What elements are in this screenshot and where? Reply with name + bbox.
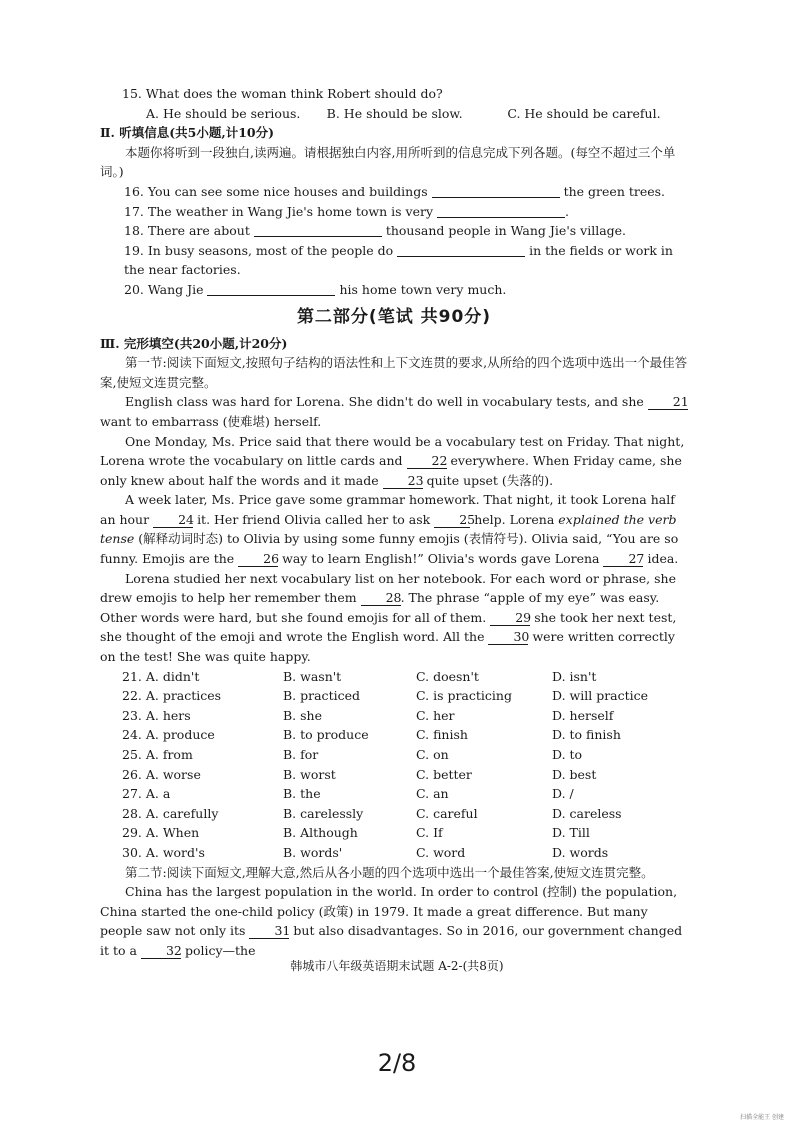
choice-24-d: D. to finish [552, 727, 621, 743]
choice-22-c: C. is practicing [416, 688, 512, 704]
q17-text-a: 17. The weather in Wang Jie's home town is very [124, 203, 434, 219]
choice-23-b: B. she [283, 707, 322, 723]
section-2-title: Ⅱ. 听填信息(共5小题,计10分) [100, 125, 275, 141]
q20-text-a: 20. Wang Jie [124, 281, 204, 297]
q19-text-a: 19. In busy seasons, most of the people do [124, 242, 394, 258]
choice-22-d: D. will practice [552, 688, 649, 704]
cloze-text: A week later, Ms. Price gave some grammar homework. That night, it took Lorena half an hour [100, 492, 675, 527]
cloze-blank-27: 27 [603, 551, 643, 567]
page-footer: 韩城市八年级英语期末试题 A-2-(共8页) [290, 959, 504, 973]
q17-blank [437, 203, 565, 218]
q16-blank [432, 183, 560, 198]
cloze-blank-31: 31 [249, 923, 289, 939]
choice-29-b: B. Although [283, 825, 358, 841]
cloze-text: One Monday, Ms. Price said that there would be a vocabulary test on Friday. That night, Lorena wrote the vocabulary on little cards and [100, 433, 685, 469]
question-19 [100, 241, 688, 280]
choice-24-b: B. to produce [283, 727, 369, 743]
cloze-paragraph-2 [100, 432, 688, 491]
question-15 [100, 84, 688, 104]
cloze-paragraph-4 [100, 569, 688, 667]
q15-stem: 15. What does the woman think Robert should do? [122, 86, 443, 101]
question-20 [100, 280, 688, 300]
choice-25-b: B. for [283, 747, 319, 762]
choice-21-b: B. wasn't [283, 668, 342, 684]
scanner-watermark: 扫描全能王 创建 [740, 1114, 784, 1121]
section-2-instructions: 本题你将听到一段独白,读两遍。请根据独白内容,用所听到的信息完成下列各题。(每空不超过三个单词。) [100, 144, 676, 180]
cloze-text: quite upset (失落的). [426, 472, 554, 488]
page-number: 2/8 [377, 1049, 417, 1077]
cloze-text: she took her next test, she thought of the emoji and wrote the English word. All the [100, 609, 677, 645]
choice-28-b: B. carelessly [283, 805, 364, 821]
choice-23-a: 23. A. hers [122, 707, 191, 723]
choice-29-d: D. Till [552, 825, 590, 841]
choice-29-c: C. If [416, 825, 443, 841]
q17-text-b: . [565, 203, 569, 219]
cloze-blank-26: 26 [238, 551, 278, 567]
choice-30-b: B. words' [283, 844, 343, 860]
page-content [100, 84, 688, 961]
cloze-text-italic: explained the verb tense [100, 511, 677, 547]
q20-blank [207, 281, 335, 296]
cloze-text: everywhere. When Friday came, she only knew about half the words and it made [100, 453, 682, 488]
choice-30-d: D. words [552, 844, 609, 860]
q19-blank [397, 242, 525, 257]
cloze-text: Lorena studied her next vocabulary list on her notebook. For each word or phrase, she drew emojis to help her remember them [100, 570, 676, 606]
choice-27-c: C. an [416, 786, 449, 802]
reading-text: policy—the [184, 942, 256, 958]
cloze-text: help. Lorena [474, 511, 555, 527]
choice-29-a: 29. A. When [122, 825, 200, 841]
q18-text-a: 18. There are about [124, 223, 250, 239]
cloze-text: it. Her friend Olivia called her to ask [197, 511, 431, 527]
cloze-blank-32: 32 [141, 943, 181, 959]
choice-24-a: 24. A. produce [122, 727, 215, 743]
choice-27-d: D. / [552, 786, 574, 802]
choice-27-b: B. the [283, 786, 321, 802]
reading-paragraph-1 [100, 882, 688, 960]
question-16 [100, 182, 688, 202]
cloze-blank-29: 29 [490, 610, 530, 626]
cloze-blank-21: 21 [648, 394, 688, 410]
cloze-blank-22: 22 [407, 453, 447, 469]
cloze-text: were written correctly on the test! She was quite happy. [100, 629, 675, 665]
question-18 [100, 221, 688, 241]
cloze-blank-30: 30 [488, 629, 528, 645]
cloze-text: want to embarrass (使难堪) herself. [100, 413, 322, 429]
cloze-paragraph-3 [100, 490, 688, 568]
choice-25-d: D. to [552, 747, 583, 762]
section-3-part2-instructions: 第二节:阅读下面短文,理解大意,然后从各小题的四个选项中选出一个最佳答案,使短文连贯完整。 [125, 864, 654, 880]
part-2-title: 第二部分(笔试 共90分) [296, 306, 492, 327]
cloze-blank-28: 28 [361, 590, 401, 606]
q15-option-a: A. He should be serious. [146, 105, 301, 121]
cloze-text: . The phrase “apple of my eye” was easy. Other words were hard, but she found emojis for all of them. [100, 590, 660, 625]
q15-options [100, 104, 688, 124]
choice-22-a: 22. A. practices [122, 688, 222, 704]
choice-28-a: 28. A. carefully [122, 805, 219, 821]
cloze-text: (解释动词时态) to Olivia by using some funny emojis (表情符号). Olivia said, “You are so funny. Emojis are the [100, 531, 679, 567]
choice-26-a: 26. A. worse [122, 766, 201, 782]
choice-25-c: C. on [416, 747, 449, 762]
q16-text-a: 16. You can see some nice houses and buildings [124, 183, 428, 199]
cloze-text: way to learn English!” Olivia's words gave Lorena [282, 551, 600, 567]
cloze-text: English class was hard for Lorena. She didn't do well in vocabulary tests, and she [125, 394, 644, 410]
cloze-choices-grid [100, 667, 688, 863]
choice-26-d: D. best [552, 766, 597, 782]
q16-text-b: the green trees. [563, 183, 666, 199]
choice-21-a: 21. A. didn't [122, 668, 200, 684]
choice-23-d: D. herself [552, 707, 614, 723]
section-3-title: Ⅲ. 完形填空(共20小题,计20分) [100, 335, 288, 351]
choice-25-a: 25. A. from [122, 747, 193, 762]
question-17 [100, 202, 688, 222]
q20-text-b: his home town very much. [339, 281, 507, 297]
choice-23-c: C. her [416, 707, 455, 723]
choice-26-c: C. better [416, 766, 472, 782]
cloze-paragraph-1 [100, 392, 688, 431]
cloze-blank-25: 25 [434, 512, 470, 528]
choice-28-c: C. careful [416, 805, 478, 821]
choice-22-b: B. practiced [283, 688, 360, 704]
choice-26-b: B. worst [283, 766, 336, 782]
section-3-part1-instructions: 第一节:阅读下面短文,按照句子结构的语法性和上下文连贯的要求,从所给的四个选项中选出一个最佳答案,使短文连贯完整。 [100, 355, 688, 390]
choice-27-a: 27. A. a [122, 786, 171, 802]
q18-text-b: thousand people in Wang Jie's village. [385, 223, 627, 239]
choice-24-c: C. finish [416, 727, 468, 743]
choice-30-c: C. word [416, 844, 466, 860]
q19-text-b: in the fields or work in the near factories. [124, 242, 673, 278]
reading-text: but also disadvantages. So in 2016, our government changed it to a [100, 923, 683, 958]
cloze-blank-23: 23 [383, 473, 423, 489]
choice-28-d: D. careless [552, 805, 622, 821]
choice-21-c: C. doesn't [416, 668, 479, 684]
choice-30-a: 30. A. word's [122, 844, 205, 860]
q18-blank [254, 222, 382, 237]
reading-text: China has the largest population in the world. In order to control (控制) the population, China started the one-child policy (政策) in 1979. It made a great difference. But many people saw not only its [100, 884, 678, 939]
q15-option-b: B. He should be slow. [326, 105, 463, 121]
cloze-text: idea. [647, 551, 679, 567]
choice-21-d: D. isn't [552, 668, 597, 684]
cloze-blank-24: 24 [153, 512, 193, 528]
q15-option-c: C. He should be careful. [507, 105, 661, 121]
